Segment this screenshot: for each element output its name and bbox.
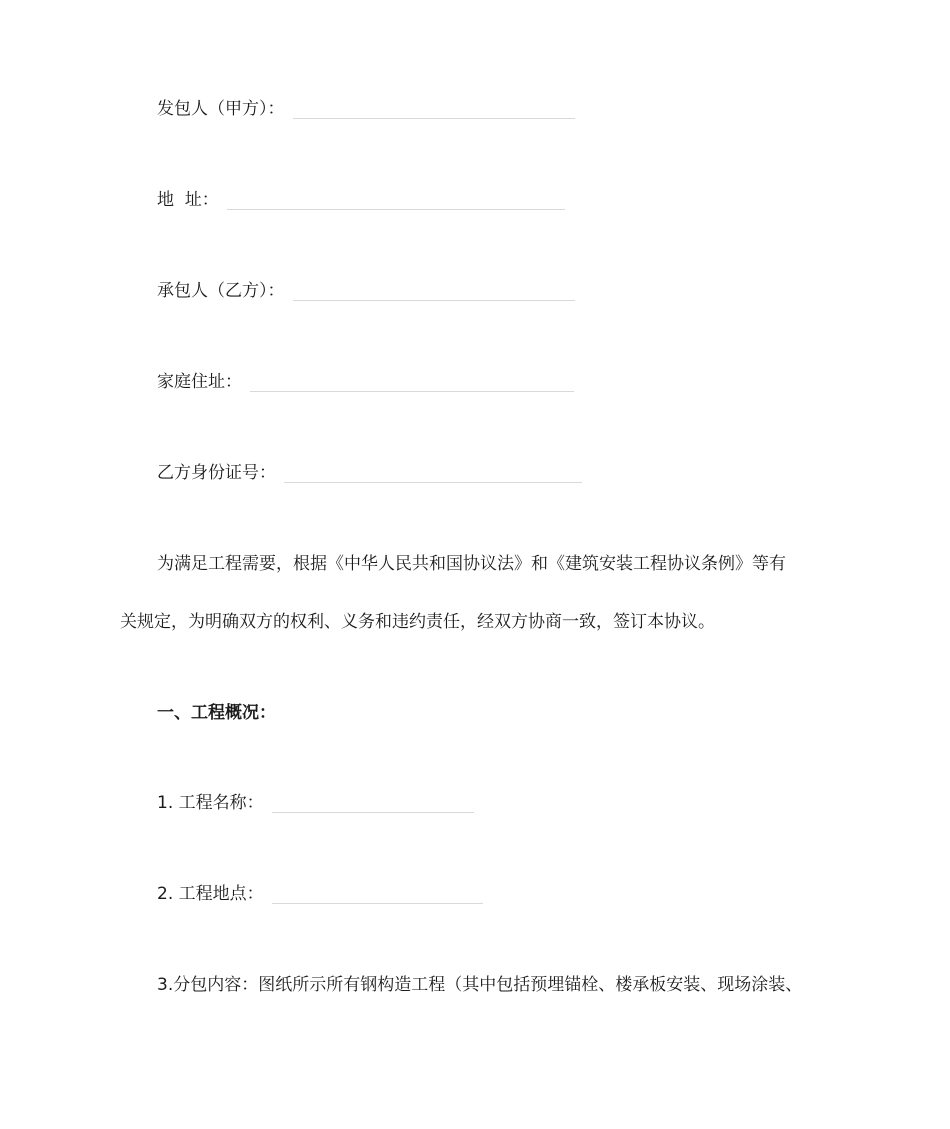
employer-line <box>157 97 575 121</box>
project-name-label: 1. 工程名称： <box>157 793 264 813</box>
contractor-line <box>157 279 575 303</box>
id-number-blank <box>284 481 582 483</box>
section-1-heading: 一、工程概况： <box>157 703 276 723</box>
contractor-label: 承包人（乙方）： <box>157 281 285 301</box>
home-address-line <box>157 370 574 394</box>
employer-label: 发包人（甲方）： <box>157 99 285 119</box>
intro-line-2: 关规定，为明确双方的权利、义务和违约责任，经双方协商一致，签订本协议。 <box>120 612 715 632</box>
project-location-label: 2. 工程地点： <box>157 884 264 904</box>
employer-blank <box>293 117 575 119</box>
id-number-line <box>157 461 582 485</box>
project-name-line <box>157 791 474 815</box>
home-address-label: 家庭住址： <box>157 372 242 392</box>
address-line <box>157 188 565 212</box>
project-location-blank <box>272 902 483 904</box>
subcontract-content-line: 3.分包内容：图纸所示所有钢构造工程（其中包括预埋锚栓、楼承板安装、现场涂装、 <box>157 975 803 995</box>
id-number-label: 乙方身份证号： <box>157 463 276 483</box>
project-location-line <box>157 882 483 906</box>
project-name-blank <box>272 811 474 813</box>
contractor-blank <box>293 299 575 301</box>
address-label: 地 址： <box>157 190 219 210</box>
address-blank <box>227 208 565 210</box>
intro-line-1: 为满足工程需要，根据《中华人民共和国协议法》和《建筑安装工程协议条例》等有 <box>157 554 786 574</box>
home-address-blank <box>250 390 574 392</box>
